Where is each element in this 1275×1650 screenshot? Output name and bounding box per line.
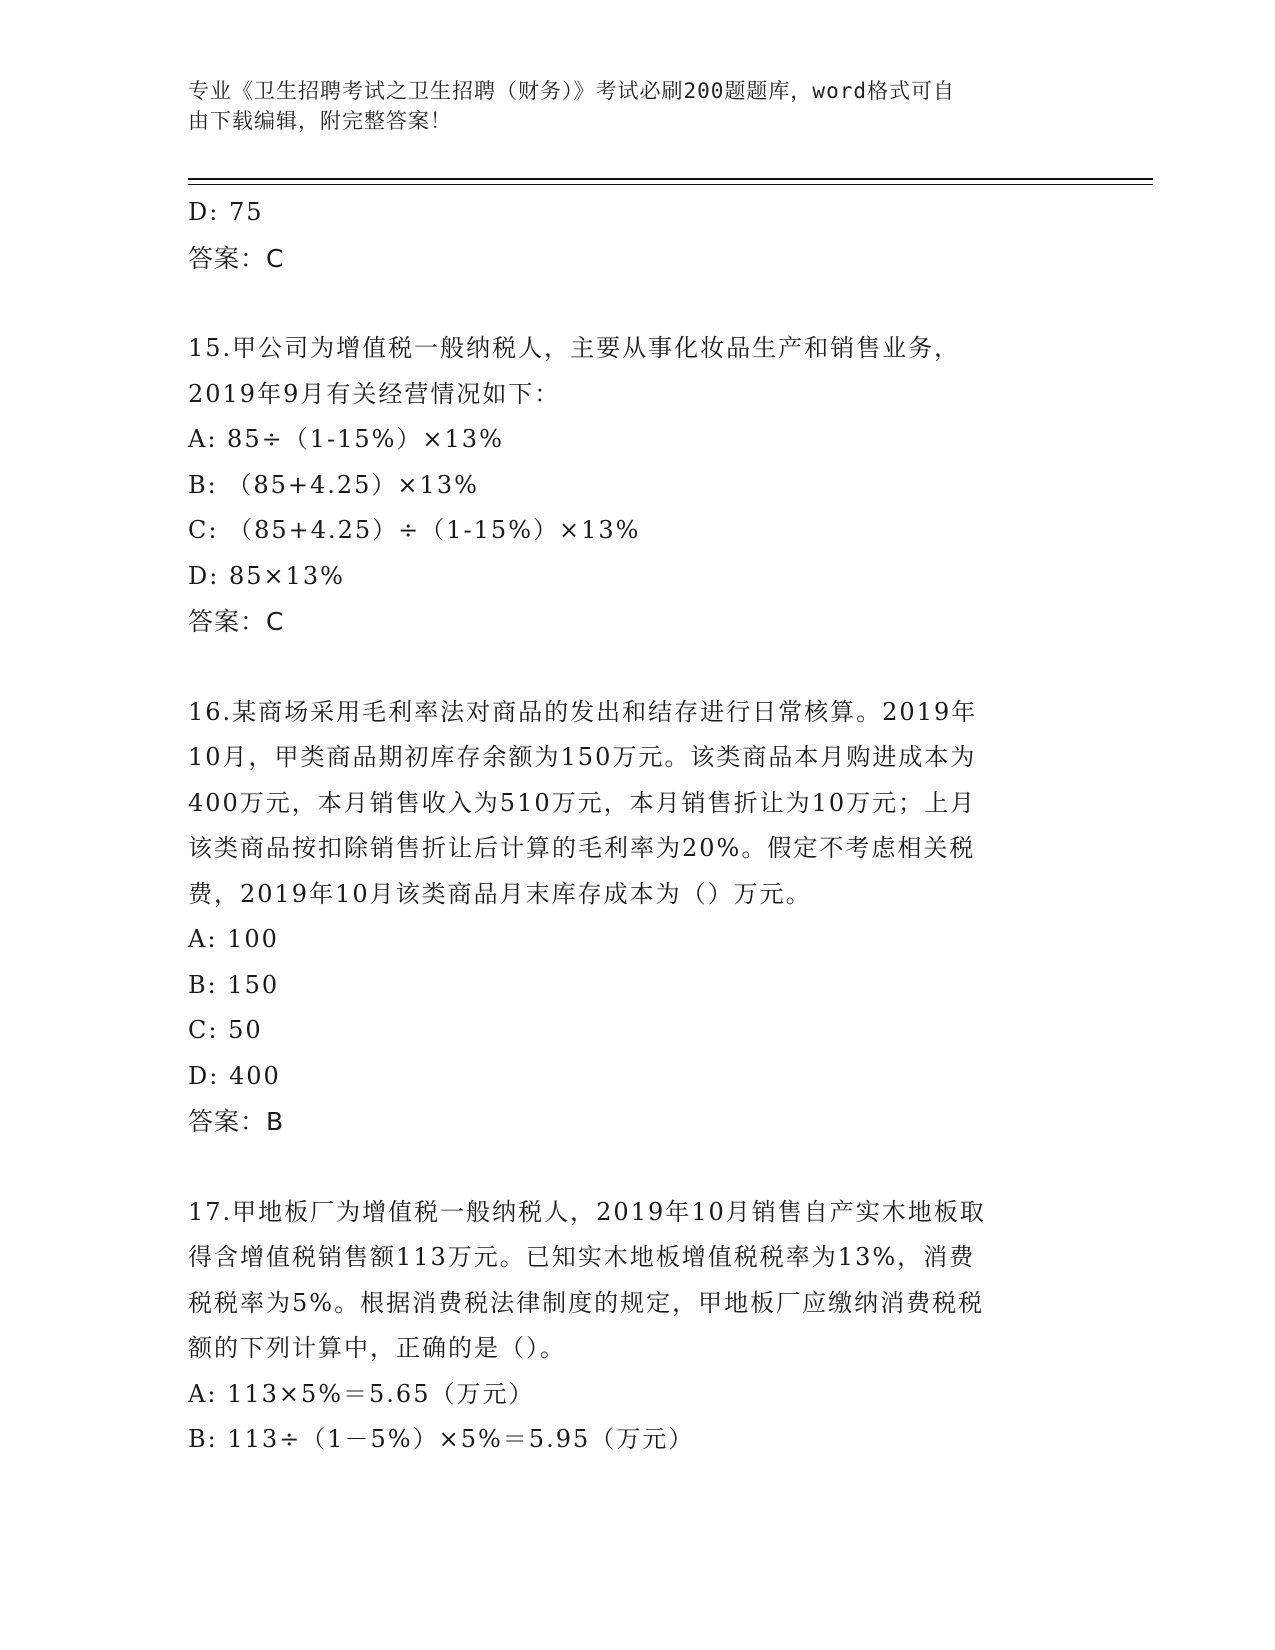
spacer bbox=[188, 645, 1088, 690]
question-stem-line: 2019年9月有关经营情况如下： bbox=[188, 379, 561, 408]
question-stem-line: 10月，甲类商品期初库存余额为150万元。该类商品本月购进成本为 bbox=[188, 743, 977, 771]
answer-line: 答案：C bbox=[188, 607, 285, 636]
header-line-2: 由下载编辑，附完整答案！ bbox=[188, 109, 452, 133]
option-a: A: 85÷（1-15%）×13% bbox=[188, 425, 504, 453]
question-stem-line: 额的下列计算中，正确的是（）。 bbox=[188, 1334, 566, 1362]
option-d: D: 75 bbox=[188, 198, 264, 226]
option-b: B: 150 bbox=[188, 970, 280, 999]
document-body bbox=[188, 190, 1088, 1463]
question-17 bbox=[188, 1190, 1088, 1463]
option-d: D: 400 bbox=[188, 1061, 281, 1090]
question-stem-line: 400万元，本月销售收入为510万元，本月销售折让为10万元；上月 bbox=[188, 788, 977, 817]
question-stem-line: 费，2019年10月该类商品月末库存成本为（）万元。 bbox=[188, 879, 812, 908]
header-rule-thin bbox=[188, 184, 1153, 185]
prev-question-tail bbox=[188, 190, 1088, 281]
answer-line: 答案：B bbox=[188, 1107, 285, 1136]
header-rule-thick bbox=[188, 178, 1153, 180]
spacer bbox=[188, 281, 1088, 326]
question-stem-line: 15.甲公司为增值税一般纳税人，主要从事化妆品生产和销售业务， bbox=[188, 334, 961, 362]
question-stem-line: 16.某商场采用毛利率法对商品的发出和结存进行日常核算。2019年 bbox=[188, 697, 978, 726]
option-a: A: 100 bbox=[188, 925, 279, 953]
answer-line: 答案：C bbox=[188, 243, 285, 273]
spacer bbox=[188, 1145, 1088, 1190]
option-c: C: 50 bbox=[188, 1016, 263, 1044]
option-b: B: 113÷（1－5%）×5%＝5.95（万元） bbox=[188, 1425, 695, 1453]
question-16 bbox=[188, 690, 1088, 1145]
question-stem-line: 税税率为5%。根据消费税法律制度的规定，甲地板厂应缴纳消费税税 bbox=[188, 1288, 985, 1317]
header-line-1: 专业《卫生招聘考试之卫生招聘（财务）》考试必刷200题题库，word格式可自 bbox=[188, 79, 955, 103]
question-stem-line: 17.甲地板厂为增值税一般纳税人，2019年10月销售自产实木地板取 bbox=[188, 1197, 986, 1226]
option-a: A: 113×5%＝5.65（万元） bbox=[188, 1379, 535, 1408]
question-stem-line: 得含增值税销售额113万元。已知实木地板增值税税率为13%，消费 bbox=[188, 1243, 976, 1271]
question-stem-line: 该类商品按扣除销售折让后计算的毛利率为20%。假定不考虑相关税 bbox=[188, 834, 976, 862]
option-b: B: （85+4.25）×13% bbox=[188, 470, 479, 499]
question-15 bbox=[188, 326, 1088, 645]
option-d: D: 85×13% bbox=[188, 561, 345, 590]
page-header bbox=[188, 76, 1068, 136]
option-c: C: （85+4.25）÷（1-15%）×13% bbox=[188, 516, 641, 544]
